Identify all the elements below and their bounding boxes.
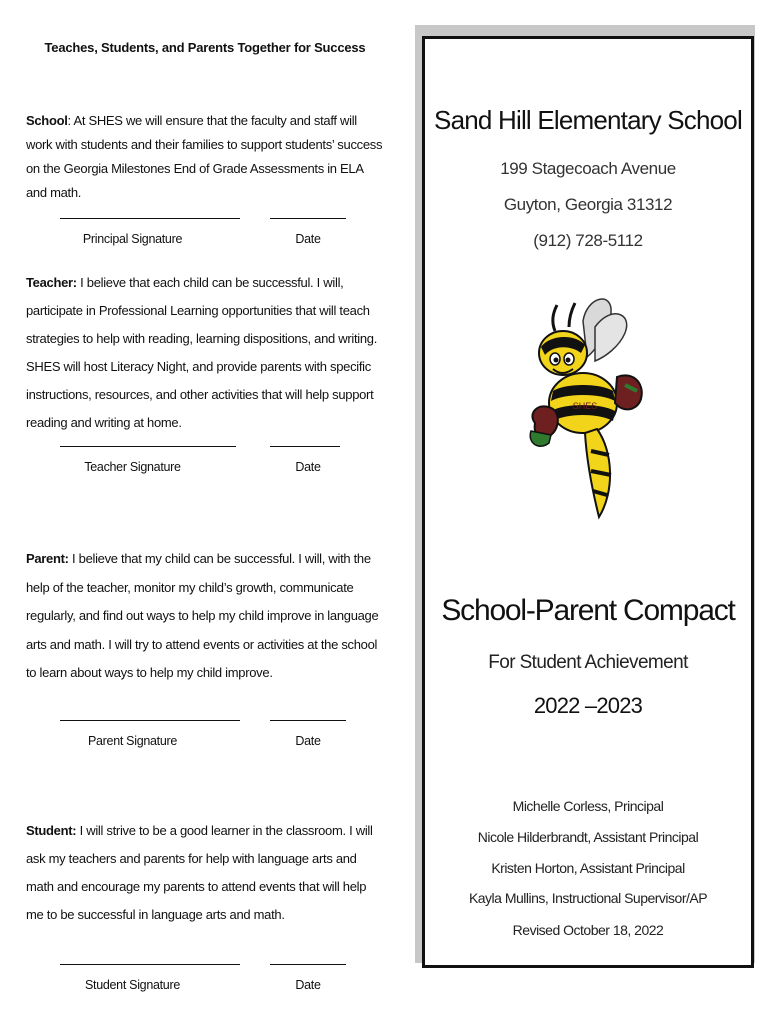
- school-year: 2022 –2023: [533, 693, 643, 718]
- mascot-shirt-text: SHES: [572, 401, 598, 411]
- school-pledge-text: : At SHES we will ensure that the faculty and staff will work with students and their families to support students’ success on the Georgia Milestones End of Grade Assessments in ELA and math.: [26, 113, 383, 200]
- teacher-date-label: Date: [295, 460, 321, 474]
- revision-date: Revised October 18, 2022: [512, 922, 664, 938]
- address-street: 199 Stagecoach Avenue: [500, 159, 676, 178]
- parent-signature-label: Parent Signature: [87, 734, 177, 748]
- staff-instructional-supervisor: Kayla Mullins, Instructional Supervisor/AP: [468, 890, 708, 906]
- teacher-signature-line[interactable]: [60, 446, 236, 447]
- principal-signature-label: Principal Signature: [82, 232, 183, 246]
- parent-signature-line[interactable]: [60, 720, 240, 721]
- teacher-date-line[interactable]: [270, 446, 340, 447]
- cover-panel: [422, 36, 754, 968]
- hornet-mascot-icon: [525, 291, 655, 527]
- staff-assistant-principal-2: Kristen Horton, Assistant Principal: [491, 860, 685, 876]
- school-name: Sand Hill Elementary School: [434, 105, 742, 135]
- student-signature-label: Student Signature: [85, 978, 180, 992]
- parent-pledge-text: I believe that my child can be successful. I will, with the help of the teacher, monitor my child’s growth, communicate regularly, and find out ways to help my child improve in language arts and math. I will try to attend events or activities at the school to learn about ways to help my child improve.: [26, 551, 379, 680]
- parent-signature-block: [0, 720, 410, 756]
- parent-date-label: Date: [295, 734, 321, 748]
- student-signature-block: [0, 964, 410, 1000]
- principal-signature-block: [0, 218, 410, 254]
- compact-title: School-Parent Compact: [441, 594, 735, 627]
- teacher-signature-block: [0, 446, 410, 482]
- compact-subtitle: For Student Achievement: [488, 652, 688, 673]
- student-pledge-text: I will strive to be a good learner in the classroom. I will ask my teachers and parents for help with language arts and math and encourage my parents to attend events that will help me to be successful in language arts and math.: [26, 823, 373, 922]
- teacher-signature-label: Teacher Signature: [84, 460, 181, 474]
- staff-assistant-principal-1: Nicole Hilderbrandt, Assistant Principal: [477, 829, 699, 845]
- page-title: Teaches, Students, and Parents Together for Success: [44, 40, 366, 55]
- school-pledge-label: School: [26, 113, 68, 128]
- parent-date-line[interactable]: [270, 720, 346, 721]
- principal-date-line[interactable]: [270, 218, 346, 219]
- principal-date-label: Date: [295, 232, 321, 246]
- student-signature-line[interactable]: [60, 964, 240, 965]
- school-pledge: [26, 109, 386, 205]
- student-pledge-label: Student:: [26, 823, 77, 838]
- student-date-label: Date: [295, 978, 321, 992]
- teacher-pledge-text: I believe that each child can be successful. I will, participate in Professional Learning opportunities that will teach strategies to help with reading, learning dispositions, and writing. SHES will host Literacy Night, and provide parents with specific instructions, resources, and other activities that will help support reading and writing at home.: [26, 275, 378, 430]
- student-pledge: [26, 817, 386, 929]
- parent-pledge: [26, 545, 386, 688]
- phone-number: (912) 728-5112: [533, 231, 643, 250]
- staff-principal: Michelle Corless, Principal: [512, 798, 664, 814]
- student-date-line[interactable]: [270, 964, 346, 965]
- principal-signature-line[interactable]: [60, 218, 240, 219]
- teacher-pledge-label: Teacher:: [26, 275, 77, 290]
- parent-pledge-label: Parent:: [26, 551, 69, 566]
- address-city: Guyton, Georgia 31312: [503, 195, 673, 214]
- teacher-pledge: [26, 269, 386, 437]
